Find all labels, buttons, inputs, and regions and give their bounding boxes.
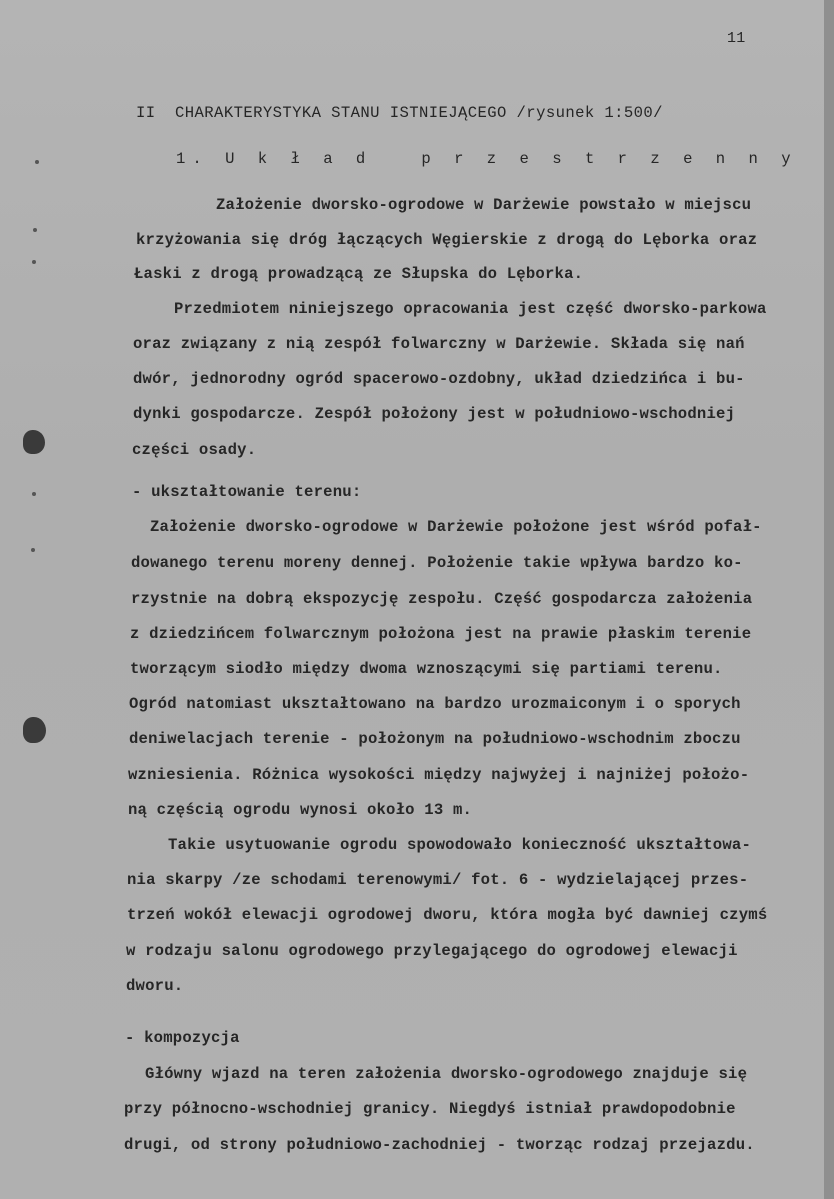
- punch-mark: [31, 548, 35, 552]
- text-line: dworu.: [126, 977, 184, 995]
- text-line: drugi, od strony południowo-zachodniej - tworząc rodzaj przejazdu.: [124, 1136, 755, 1154]
- binder-hole: [23, 717, 46, 743]
- text-line: Założenie dworsko-ogrodowe w Darżewie powstało w miejscu: [216, 196, 752, 214]
- text-line: części osady.: [132, 441, 257, 459]
- text-line: Główny wjazd na teren założenia dworsko-ogrodowego znajduje się: [145, 1065, 748, 1083]
- text-line: dwór, jednorodny ogród spacerowo-ozdobny, układ dziedzińca i bu-: [133, 370, 745, 388]
- text-line: dowanego terenu moreny dennej. Położenie takie wpływa bardzo ko-: [131, 554, 743, 572]
- text-line: ną częścią ogrodu wynosi około 13 m.: [128, 801, 473, 819]
- text-line: tworzącym siodło między dwoma wznoszącymi się partiami terenu.: [130, 660, 723, 678]
- text-line: Takie usytuowanie ogrodu spowodowało konieczność ukształtowa-: [168, 836, 752, 854]
- list-heading-terrain: - ukształtowanie terenu:: [132, 483, 362, 501]
- text-line: Ogród natomiast ukształtowano na bardzo urozmaiconym i o sporych: [129, 695, 741, 713]
- text-line: wzniesienia. Różnica wysokości między najwyżej i najniżej położo-: [128, 766, 750, 784]
- page-edge-shadow: [824, 0, 834, 1199]
- punch-mark: [32, 260, 36, 264]
- text-line: w rodzaju salonu ogrodowego przylegającego do ogrodowej elewacji: [126, 942, 738, 960]
- text-line: Łaski z drogą prowadzącą ze Słupska do Lęborka.: [134, 265, 584, 283]
- text-line: Przedmiotem niniejszego opracowania jest część dworsko-parkowa: [174, 300, 767, 318]
- text-line: nia skarpy /ze schodami terenowymi/ fot. 6 - wydzielającej przes-: [127, 871, 749, 889]
- text-line: oraz związany z nią zespół folwarczny w Darżewie. Składa się nań: [133, 335, 745, 353]
- text-line: rzystnie na dobrą ekspozycję zespołu. Część gospodarcza założenia: [131, 590, 753, 608]
- subsection-heading: 1. U k ł a d p r z e s t r z e n n y: [176, 150, 798, 168]
- punch-mark: [35, 160, 39, 164]
- text-line: deniwelacjach terenie - położonym na południowo-wschodnim zboczu: [129, 730, 741, 748]
- page-number: 11: [727, 30, 746, 47]
- punch-mark: [33, 228, 37, 232]
- text-line: Założenie dworsko-ogrodowe w Darżewie położone jest wśród pofał-: [150, 518, 762, 536]
- text-line: przy północno-wschodniej granicy. Niegdyś istniał prawdopodobnie: [124, 1100, 736, 1118]
- text-line: krzyżowania się dróg łączących Węgierskie z drogą do Lęborka oraz: [136, 231, 758, 249]
- list-heading-composition: - kompozycja: [125, 1029, 240, 1047]
- punch-mark: [32, 492, 36, 496]
- section-heading: II CHARAKTERYSTYKA STANU ISTNIEJĄCEGO /rysunek 1:500/: [136, 104, 663, 122]
- text-line: dynki gospodarcze. Zespół położony jest w południowo-wschodniej: [133, 405, 736, 423]
- text-line: trzeń wokół elewacji ogrodowej dworu, która mogła być dawniej czymś: [127, 906, 768, 924]
- binder-hole: [23, 430, 45, 454]
- text-line: z dziedzińcem folwarcznym położona jest na prawie płaskim terenie: [130, 625, 752, 643]
